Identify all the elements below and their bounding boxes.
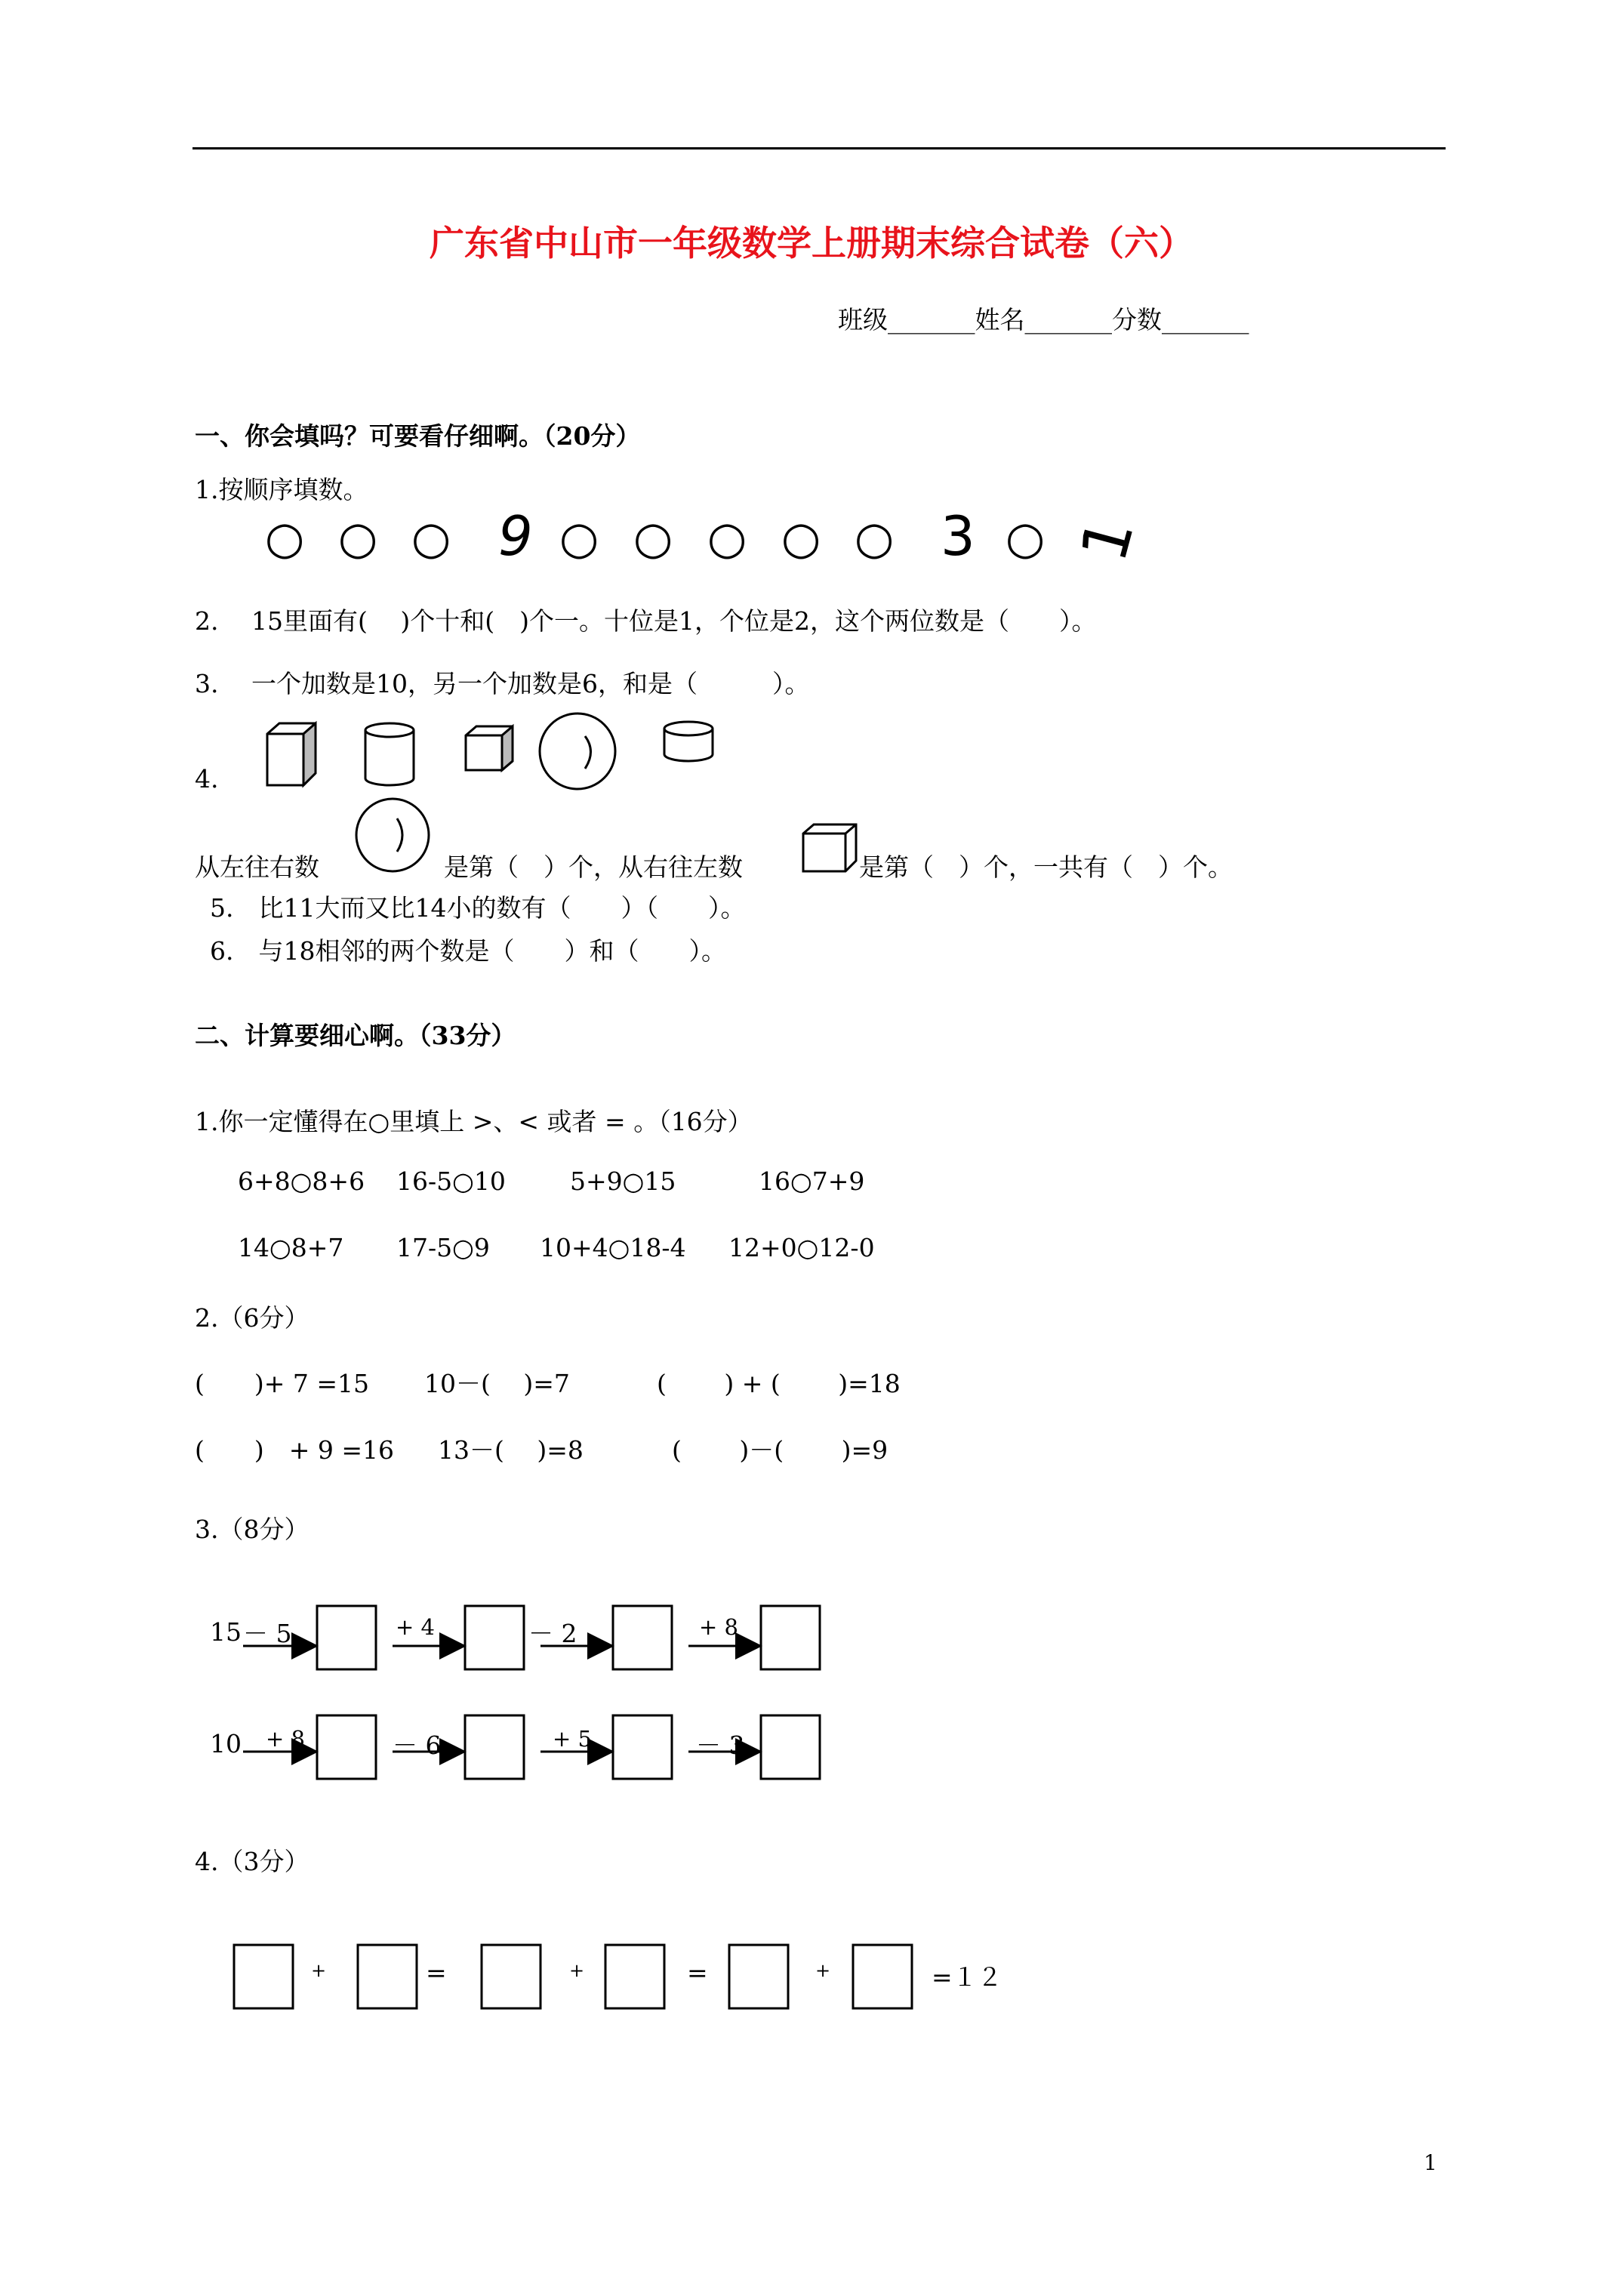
part4-label: 4.（3分） <box>195 1847 310 1876</box>
compare-item[interactable]: 14○8+7 <box>238 1233 344 1262</box>
chain-op: + 5 <box>553 1726 592 1752</box>
chain-start: 10 <box>210 1729 242 1758</box>
chain-op: － 2 <box>528 1619 577 1648</box>
answer-box <box>465 1606 524 1669</box>
sequence-circle[interactable]: ○ <box>633 512 673 565</box>
fill-item[interactable]: ( ) + ( )=18 <box>657 1369 901 1398</box>
answer-box <box>761 1606 820 1669</box>
sequence-circle[interactable]: ○ <box>559 512 599 565</box>
sequence-number: 1 <box>1066 510 1148 569</box>
q4-text-c: 是第（ ）个，一共有（ ）个。 <box>859 852 1233 882</box>
sequence-circle[interactable]: ○ <box>707 512 747 565</box>
chain-op: － 5 <box>243 1619 292 1648</box>
section-2-heading: 二、计算要细心啊。（33分） <box>195 1021 516 1050</box>
part1-label: 1.你一定懂得在○里填上 >、< 或者 = 。（16分） <box>195 1107 753 1136</box>
page-number: 1 <box>1424 2150 1437 2175</box>
equation-sign: + <box>569 1960 585 1981</box>
part3-label: 3.（8分） <box>195 1515 310 1544</box>
q4-text-b: 是第（ ）个，从右往左数 <box>444 852 743 882</box>
student-info-line: 班级_______姓名_______分数_______ <box>838 305 1249 334</box>
fill-item[interactable]: 13－( )=8 <box>438 1435 584 1465</box>
compare-item[interactable]: 16-5○10 <box>396 1166 506 1196</box>
answer-box <box>853 1945 912 2008</box>
chain-op: － 6 <box>393 1730 442 1760</box>
sequence-circle[interactable]: ○ <box>411 512 451 565</box>
q4-number: 4. <box>195 764 219 794</box>
answer-box <box>358 1945 417 2008</box>
answer-box <box>317 1715 376 1779</box>
compare-item[interactable]: 6+8○8+6 <box>238 1166 365 1196</box>
chain-start: 15 <box>210 1617 242 1647</box>
section-1-heading: 一、你会填吗？可要看仔细啊。（20分） <box>195 421 641 451</box>
fill-item[interactable]: 10－( )=7 <box>424 1369 570 1398</box>
answer-box <box>605 1945 664 2008</box>
equation-sign: + <box>815 1960 831 1981</box>
answer-box <box>613 1715 672 1779</box>
sequence-number: 9 <box>498 504 533 568</box>
answer-box <box>482 1945 540 2008</box>
q4-text-a: 从左往右数 <box>195 852 319 882</box>
compare-item[interactable]: 17-5○9 <box>396 1233 490 1262</box>
chain-op: + 4 <box>396 1614 435 1640</box>
equation-sign: + <box>311 1960 327 1981</box>
equation-sign: =１２ <box>932 1962 1002 1992</box>
fill-item[interactable]: ( )－( )=9 <box>672 1435 888 1465</box>
sequence-circle[interactable]: ○ <box>338 512 378 565</box>
q2-text: 2. 15里面有( )个十和( )个一。十位是1，个位是2，这个两位数是（ ）。 <box>195 606 1097 636</box>
page-title: 广东省中山市一年级数学上册期末综合试卷（六） <box>430 223 1193 264</box>
fill-item[interactable]: ( )+ 7 =15 <box>195 1369 370 1398</box>
sequence-circle[interactable]: ○ <box>781 512 821 565</box>
equation-sign: = <box>426 1958 447 1987</box>
answer-box <box>465 1715 524 1779</box>
answer-box <box>729 1945 788 2008</box>
compare-item[interactable]: 16○7+9 <box>759 1166 865 1196</box>
sequence-circle[interactable]: ○ <box>1006 512 1046 565</box>
equation-sign: = <box>687 1958 708 1987</box>
compare-item[interactable]: 12+0○12-0 <box>728 1233 875 1262</box>
q3-text: 3. 一个加数是10，另一个加数是6，和是（ ）。 <box>195 669 810 698</box>
part2-label: 2.（6分） <box>195 1303 310 1333</box>
sequence-circle[interactable]: ○ <box>855 512 895 565</box>
answer-box <box>613 1606 672 1669</box>
answer-box <box>761 1715 820 1779</box>
answer-box <box>317 1606 376 1669</box>
answer-box <box>234 1945 293 2008</box>
compare-item[interactable]: 5+9○15 <box>570 1166 676 1196</box>
chain-op: － 3 <box>696 1730 745 1760</box>
compare-item[interactable]: 10+4○18-4 <box>540 1233 686 1262</box>
q6-text: 6. 与18相邻的两个数是（ ）和（ ）。 <box>210 936 726 966</box>
fill-item[interactable]: ( ) + 9 =16 <box>195 1435 395 1465</box>
chain-op: + 8 <box>266 1726 305 1752</box>
q1-label: 1.按顺序填数。 <box>195 475 368 504</box>
chain-op: + 8 <box>699 1614 738 1640</box>
q5-text: 5. 比11大而又比14小的数有（ ）（ ）。 <box>210 893 746 923</box>
sequence-number: 3 <box>941 504 975 568</box>
sequence-circle[interactable]: ○ <box>265 512 305 565</box>
